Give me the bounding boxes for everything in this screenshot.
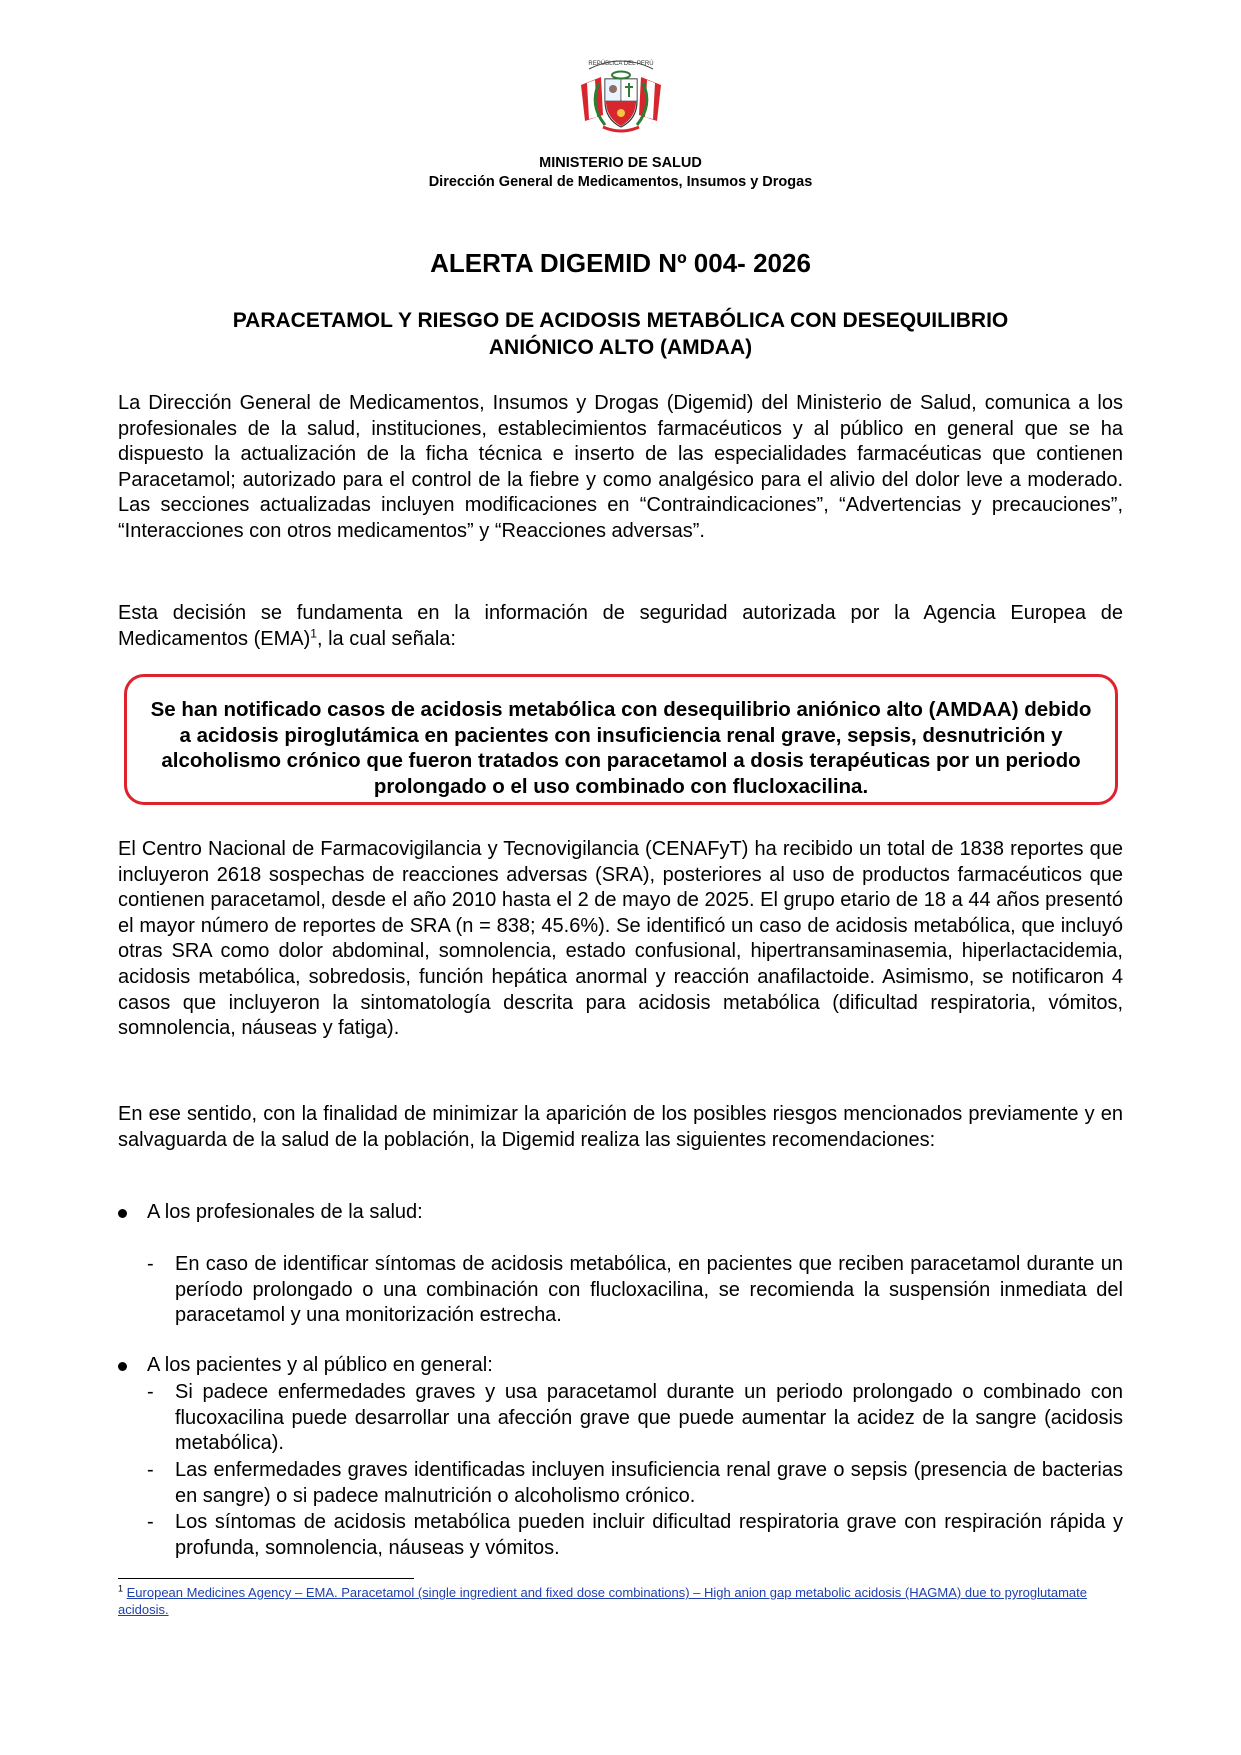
ema-paragraph [118,601,1123,652]
coat-of-arms-icon [575,55,667,137]
list-item-text: Los síntomas de acidosis metabólica pueden incluir dificultad respiratoria grave con respiración rápida y profunda, somnolencia, náuseas y vómitos. [175,1511,1123,1559]
warning-callout-box [124,674,1118,805]
intro-paragraph: La Dirección General de Medicamentos, Insumos y Drogas (Digemid) del Ministerio de Salud, comunica a los profesionales de la salud, instituciones, establecimientos farmacéuticos y al público en general que se ha dispuesto la actualización de la ficha técnica e inserto de las especialidades farmacéuticas que contienen Paracetamol; autorizado para el control de la fiebre y como analgésico para el alivio del dolor leve a moderado. Las secciones actualizadas incluyen modificaciones en “Contraindicaciones”, “Advertencias y precauciones”, “Interacciones con otros medicamentos” y “Reacciones adversas”. [118,392,1123,542]
list-item-text: Si padece enfermedades graves y usa paracetamol durante un periodo prolongado o combinado con flucoxacilina puede desarrollar una afección grave que puede aumentar la acidez de la sangre (acidosis metabólica). [175,1381,1123,1455]
bullet-label: A los pacientes y al público en general: [147,1354,493,1376]
footnote-number: 1 [118,1583,124,1594]
bullet-label: A los profesionales de la salud: [147,1201,423,1223]
dash-marker: - [147,1459,154,1481]
bullet-dot-icon [118,1209,127,1218]
subtitle-line-2: ANIÓNICO ALTO (AMDAA) [488,336,753,359]
dash-marker: - [147,1381,154,1403]
directorate-name: Dirección General de Medicamentos, Insumos y Drogas [428,174,813,190]
subtitle-line-1: PARACETAMOL Y RIESGO DE ACIDOSIS METABÓLICA CON DESEQUILIBRIO [232,309,1009,332]
alert-subtitle [120,307,1121,361]
ministry-name: MINISTERIO DE SALUD [539,155,702,171]
recommendations-intro: En ese sentido, con la finalidad de minimizar la aparición de los posibles riesgos mencionados previamente y en salvaguarda de la salud de la población, la Digemid realiza las siguientes recomendaciones: [118,1103,1123,1151]
dash-marker: - [147,1253,154,1275]
bullet-dot-icon [118,1362,127,1371]
footnote-divider [118,1578,414,1579]
warning-callout-text: Se han notificado casos de acidosis metabólica con desequilibrio aniónico alto (AMDAA) debido a acidosis piroglutámica en pacientes con insuficiencia renal grave, sepsis, desnutrición y alcoholismo crónico que fueron tratados con paracetamol a dosis terapéuticas por un periodo prolongado o el uso combinado con flucloxacilina. [150,698,1092,798]
list-item-text: En caso de identificar síntomas de acidosis metabólica, en pacientes que reciben paracetamol durante un período prolongado o una combinación con flucloxacilina, se recomienda la suspensión inmediata del paracetamol y una monitorización estrecha. [175,1253,1123,1327]
svg-text:REPÚBLICA DEL PERÚ: REPÚBLICA DEL PERÚ [588,61,654,67]
dash-marker: - [147,1511,154,1533]
ema-paragraph-tail: , la cual señala: [316,627,456,650]
footnote-link[interactable]: European Medicines Agency – EMA. Paracetamol (single ingredient and fixed dose combinations) – High anion gap metabolic acidosis (HAGMA) due to pyroglutamate acidosis. [118,1585,1087,1617]
footnote-reference[interactable]: 1 [310,625,317,640]
list-item-text: Las enfermedades graves identificadas incluyen insuficiencia renal grave o sepsis (presencia de bacterias en sangre) o si padece malnutrición o alcoholismo crónico. [175,1459,1123,1507]
alert-title: ALERTA DIGEMID Nº 004- 2026 [430,248,811,278]
footnote [118,1585,1123,1618]
ema-paragraph-text: Esta decisión se fundamenta en la información de seguridad autorizada por la Agencia Europea de Medicamentos (EMA) [118,602,1123,650]
cenafyt-paragraph: El Centro Nacional de Farmacovigilancia y Tecnovigilancia (CENAFyT) ha recibido un total de 1838 reportes que incluyeron 2618 sospechas de reacciones adversas (SRA), posteriores al uso de productos farmacéuticos que contienen paracetamol, desde el año 2010 hasta el 2 de mayo de 2025. El grupo etario de 18 a 44 años presentó el mayor número de reportes de SRA (n = 838; 45.6%). Se identificó un caso de acidosis metabólica, que incluyó otras SRA como dolor abdominal, somnolencia, estado confusional, hipertransaminasemia, hiperlactacidemia, acidosis metabólica, sobredosis, función hepática anormal y reacción anafilactoide. Asimismo, se notificaron 4 casos que incluyeron la sintomatología descrita para acidosis metabólica (dificultad respiratoria, vómitos, somnolencia, náuseas y fatiga). [118,838,1123,1040]
